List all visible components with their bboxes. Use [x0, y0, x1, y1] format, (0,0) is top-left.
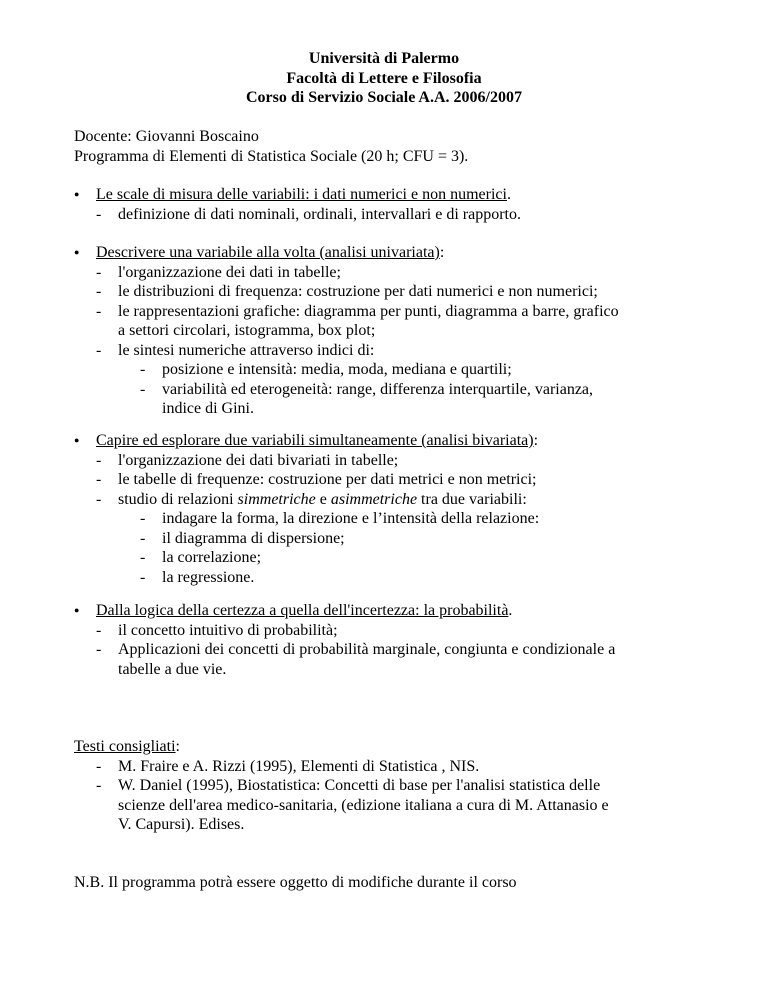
- list-item-text: Applicazioni dei concetti di probabilità marginale, congiunta e condizionale a: [118, 641, 616, 658]
- section-title-punct: :: [533, 432, 539, 449]
- section-title-punct: :: [439, 244, 445, 261]
- list-item-text: W. Daniel (1995), Biostatistica: Concetti di base per l'analisi statistica delle: [118, 777, 601, 794]
- list-item-text: le tabelle di frequenze: costruzione per dati metrici e non metrici;: [118, 471, 537, 488]
- dash-marker: -: [140, 568, 146, 586]
- list-item-continuation: a settori circolari, istogramma, box plot;: [118, 322, 376, 339]
- dash-marker: -: [96, 341, 102, 359]
- dash-marker: -: [96, 302, 102, 320]
- programma-line: Programma di Elementi di Statistica Sociale (20 h; CFU = 3).: [74, 147, 469, 165]
- list-item: [74, 341, 714, 361]
- dash-marker: -: [96, 205, 102, 223]
- sub-list-item-text: la regressione.: [162, 568, 255, 586]
- sub-list-item: [74, 360, 714, 380]
- list-item-text: l'organizzazione dei dati in tabelle;: [118, 263, 341, 281]
- dash-marker: -: [96, 777, 102, 794]
- sub-list-item-text: indagare la forma, la direzione e l’intensità della relazione:: [162, 510, 540, 527]
- section-4: [74, 601, 714, 679]
- list-item-text: le rappresentazioni grafiche: diagramma per punti, diagramma a barre, grafico: [118, 302, 619, 320]
- course-name: Corso di Servizio Sociale A.A. 2006/2007: [246, 89, 522, 106]
- section-title-punct: .: [508, 602, 513, 619]
- list-item: [74, 263, 714, 283]
- list-item: [74, 302, 714, 322]
- section-1: [74, 185, 714, 224]
- list-item: [74, 205, 714, 225]
- list-item-text: tra due variabili:: [417, 490, 527, 508]
- list-item: [74, 776, 714, 796]
- bullet-marker: ●: [74, 189, 80, 199]
- dash-marker: -: [96, 621, 102, 639]
- section-title: Descrivere una variabile alla volta (analisi univariata): [96, 244, 440, 261]
- list-item: [74, 282, 714, 302]
- dash-marker: -: [96, 757, 102, 775]
- dash-marker: -: [140, 549, 146, 566]
- list-item-text: le sintesi numeriche attraverso indici di:: [118, 341, 375, 359]
- dash-marker: -: [140, 361, 146, 378]
- note-text: N.B. Il programma potrà essere oggetto di modifiche durante il corso: [74, 874, 517, 891]
- dash-marker: -: [96, 471, 102, 488]
- docente-line: Docente: Giovanni Boscaino: [74, 128, 259, 145]
- sub-list-item-text: la correlazione;: [162, 549, 262, 566]
- dash-marker: -: [96, 490, 102, 508]
- section-title-punct: .: [506, 186, 511, 203]
- list-item-text: definizione di dati nominali, ordinali, intervallari e di rapporto.: [118, 205, 521, 223]
- note: [74, 873, 714, 893]
- list-item-text: l'organizzazione dei dati bivariati in tabelle;: [118, 451, 399, 469]
- section-title: Capire ed esplorare due variabili simultaneamente (analisi bivariata): [96, 432, 534, 449]
- recommended-texts: [74, 737, 714, 835]
- dash-marker: -: [96, 283, 102, 300]
- list-item: [74, 621, 714, 641]
- sub-list-item: [74, 509, 714, 529]
- sub-list-item-text: variabilità ed eterogeneità: range, differenza interquartile, varianza,: [162, 380, 594, 398]
- list-item: [74, 490, 714, 510]
- section-title: Dalla logica della certezza a quella dell'incertezza: la probabilità: [96, 602, 509, 619]
- list-item-text: le distribuzioni di frequenza: costruzione per dati numerici e non numerici;: [118, 283, 598, 300]
- bullet-marker: ●: [74, 247, 80, 257]
- list-item: [74, 640, 714, 660]
- list-item-continuation: scienze dell'area medico-sanitaria, (edizione italiana a cura di M. Attanasio e: [118, 796, 609, 814]
- university-name: Università di Palermo: [308, 50, 460, 67]
- recommended-texts-title: Testi consigliati: [74, 738, 176, 755]
- dash-marker: -: [96, 263, 102, 281]
- emphasis-text: simmetriche: [237, 490, 316, 508]
- section-2: [74, 243, 714, 419]
- document-header: [0, 49, 768, 108]
- list-item-continuation: V. Capursi). Edises.: [118, 816, 245, 833]
- dash-marker: -: [140, 510, 146, 527]
- sub-list-item-text: posizione e intensità: media, moda, mediana e quartili;: [162, 361, 512, 378]
- list-item: [74, 470, 714, 490]
- bullet-marker: ●: [74, 605, 80, 615]
- section-3: [74, 431, 714, 587]
- list-item-continuation: tabelle a due vie.: [118, 660, 227, 678]
- dash-marker: -: [96, 641, 102, 658]
- sub-list-item-continuation: indice di Gini.: [162, 400, 254, 417]
- section-title: Le scale di misura delle variabili: i dati numerici e non numerici: [96, 186, 507, 203]
- dash-marker: -: [140, 380, 146, 398]
- dash-marker: -: [140, 529, 146, 547]
- recommended-texts-punct: :: [175, 738, 180, 755]
- faculty-name: Facoltà di Lettere e Filosofia: [286, 69, 482, 87]
- sub-list-item: [74, 380, 714, 400]
- sub-list-item: [74, 529, 714, 549]
- sub-list-item-text: il diagramma di dispersione;: [162, 529, 345, 547]
- list-item-text: il concetto intuitivo di probabilità;: [118, 621, 338, 639]
- intro: [74, 127, 714, 166]
- dash-marker: -: [96, 451, 102, 469]
- sub-list-item: [74, 568, 714, 588]
- list-item: [74, 451, 714, 471]
- bullet-marker: ●: [74, 435, 80, 445]
- emphasis-text: asimmetriche: [330, 490, 418, 508]
- list-item-text: studio di relazioni: [118, 490, 238, 508]
- list-item-text: M. Fraire e A. Rizzi (1995), Elementi di Statistica , NIS.: [118, 757, 480, 775]
- sub-list-item: [74, 548, 714, 568]
- list-item-text: e: [315, 490, 331, 508]
- list-item: [74, 757, 714, 777]
